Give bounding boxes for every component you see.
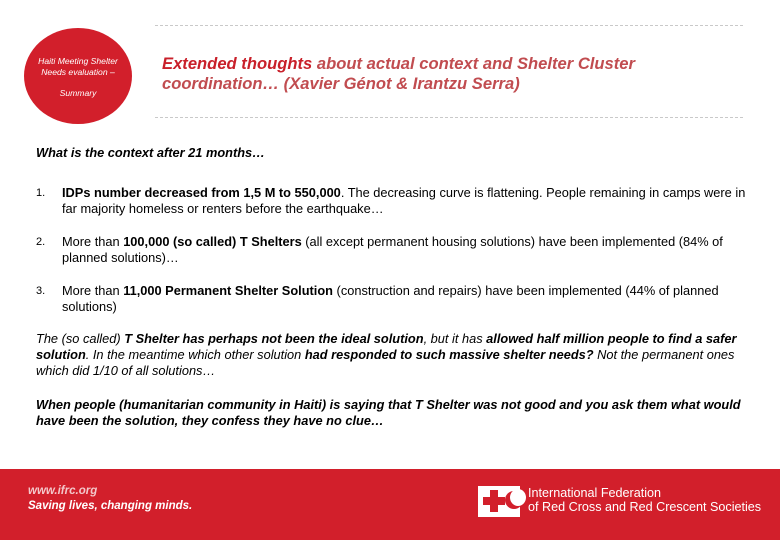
badge-subtitle: Summary (59, 88, 97, 98)
item-number: 1. (36, 187, 46, 199)
list-item (36, 234, 766, 266)
slide-title (162, 54, 752, 94)
red-cross-crescent-logo-icon (478, 486, 520, 517)
list-item (36, 185, 766, 217)
para-bold: had responded to such massive shelter needs? (304, 347, 594, 362)
para-bold: T Shelter has perhaps not been the ideal solution (124, 331, 424, 346)
item-lead: More than (62, 283, 124, 298)
badge-title (24, 56, 132, 78)
item-rest: (all except permanent housing solutions) have been implemented (84% of planned solutions)… (62, 234, 723, 265)
item-text (62, 234, 758, 266)
footer-bar (0, 469, 780, 540)
para-bold: allowed half million people to find a safer solution (36, 331, 737, 362)
item-bold: 11,000 Permanent Shelter Solution (123, 283, 333, 298)
conclusion-paragraph: When people (humanitarian community in Haiti) is saying that T Shelter was not good and you ask them what would have been the solution, they confess they have no clue… (36, 397, 741, 428)
title-rest: about actual context and Shelter Cluster coordination… (Xavier Génot & Irantzu Serra) (162, 54, 635, 93)
item-bold: IDPs number decreased from 1,5 M to 550,000 (62, 185, 341, 200)
item-number: 2. (36, 236, 46, 248)
para-text: Not the permanent ones which did 1/10 of all solutions… (36, 347, 735, 378)
item-bold: 100,000 (so called) T Shelters (123, 234, 302, 249)
item-text (62, 185, 758, 217)
context-heading: What is the context after 21 months… (36, 145, 265, 160)
para-text: , but it has (423, 331, 487, 346)
title-divider (155, 117, 743, 118)
org-name (528, 486, 761, 514)
tagline: Saving lives, changing minds. (28, 500, 193, 512)
item-number: 3. (36, 285, 46, 297)
item-rest: (construction and repairs) have been implemented (44% of planned solutions) (62, 283, 719, 314)
top-divider (155, 25, 743, 26)
para-text: The (so called) (36, 331, 125, 346)
org-line2: of Red Cross and Red Crescent Societies (528, 500, 762, 514)
website-link[interactable]: www.ifrc.org (28, 485, 98, 497)
badge-line2: Needs evaluation – (41, 67, 115, 77)
list-item (36, 283, 766, 315)
summary-badge (24, 28, 132, 124)
shelter-paragraph (36, 331, 766, 379)
item-rest: . The decreasing curve is flattening. People remaining in camps were in far majority homeless or renters before the earthquake… (62, 185, 746, 216)
title-strong: Extended thoughts (162, 54, 313, 73)
org-line1: International Federation (528, 486, 662, 500)
badge-line1: Haiti Meeting Shelter (38, 56, 118, 66)
para-text: . In the meantime which other solution (85, 347, 305, 362)
red-cross-icon (483, 490, 505, 512)
item-lead: More than (62, 234, 124, 249)
crescent-cutout (510, 489, 526, 506)
item-text (62, 283, 758, 315)
